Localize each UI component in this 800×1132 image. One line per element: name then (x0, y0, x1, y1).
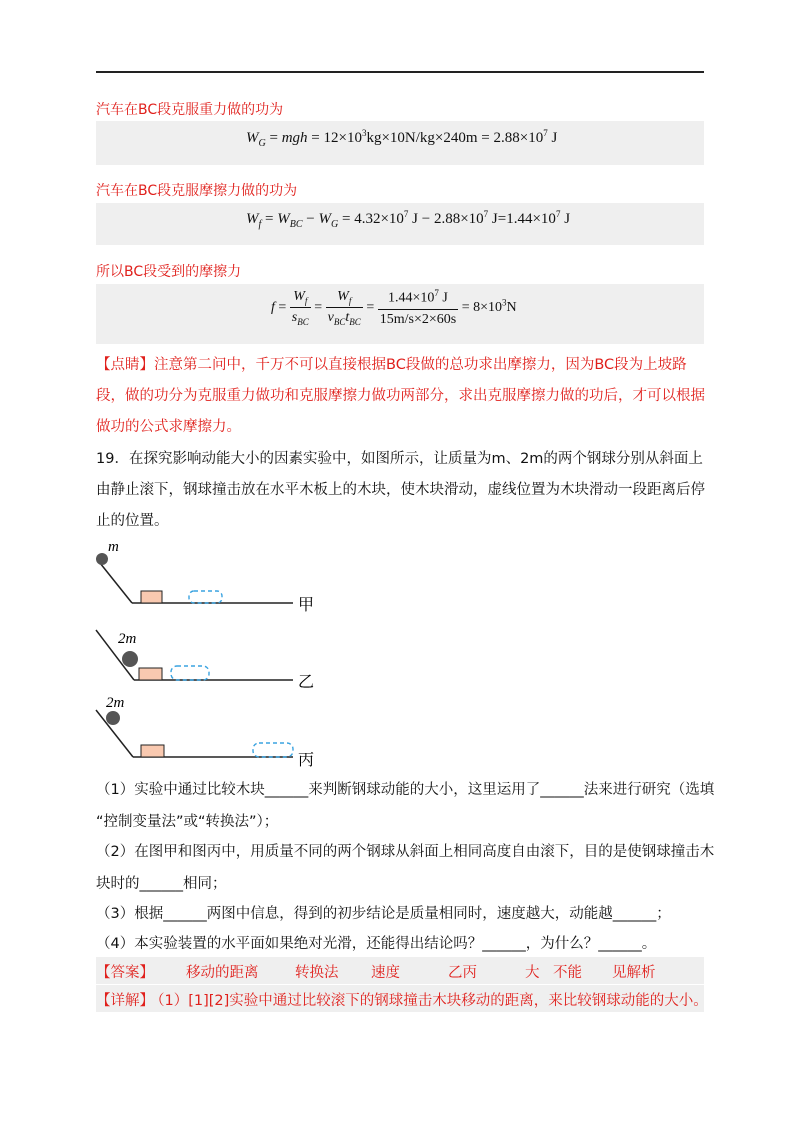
wooden-block (139, 668, 162, 680)
equation-gravity-work: $W_G$ = mgh = $12\times 10^3kg\times 10N/kg\times 240m = 2.88\times 10^7$ J (246, 128, 558, 149)
equation-box-friction-force (96, 284, 704, 344)
answer-row (96, 957, 704, 984)
answer-item: 转换法 (295, 965, 339, 981)
diagram-bing (96, 695, 314, 769)
detail-label: 【详解】 (96, 993, 154, 1009)
caption-friction-work: 汽车在BC段克服摩擦力做的功为 (96, 183, 298, 199)
dashed-block-stop (253, 743, 293, 757)
answer-item: 见解析 (612, 965, 656, 981)
diagram-jia (96, 539, 314, 614)
steel-ball-m (96, 553, 108, 565)
figure-label-jia: 甲 (298, 595, 315, 614)
header-rule (96, 71, 704, 73)
equation-box-friction-work (96, 203, 704, 245)
diagram-yi (96, 630, 314, 691)
mass-label-yi: 2m (118, 631, 137, 647)
detail-text: （1）[1][2]实验中通过比较滚下的钢球撞击木块移动的距离，来比较钢球动能的大小。 (150, 993, 708, 1009)
figure-label-bing: 丙 (298, 750, 315, 769)
equation-friction-work: $W_f = W_{BC} - W_G = 4.32\times 10^7$ $J - 2.88\times 10^7$ $J=1.44\times 10^7$ J (246, 209, 571, 230)
answer-item: 速度 (371, 965, 400, 981)
caption-gravity-work: 汽车在BC段克服重力做的功为 (96, 102, 284, 118)
caption-friction-force: 所以BC段受到的摩擦力 (96, 264, 242, 280)
steel-ball-2m (122, 651, 138, 667)
sub-question-2-line1: （2）在图甲和图丙中，用质量不同的两个钢球从斜面上相同高度自由滚下，目的是使钢球撞击木 (96, 844, 715, 860)
answer-item: 大 (525, 965, 540, 981)
sub-question-3: （3）根据______两图中信息，得到的初步结论是质量相同时，速度越大，动能越______； (96, 906, 671, 922)
sub-question-4: （4）本实验装置的水平面如果绝对光滑，还能得出结论吗？______，为什么？______。 (96, 936, 657, 952)
answer-item: 不能 (553, 965, 582, 981)
dashed-block-stop (189, 591, 222, 603)
wooden-block (141, 745, 164, 757)
answer-item: 乙丙 (448, 965, 477, 981)
mass-label-jia: m (108, 539, 119, 555)
dashed-block-stop (171, 666, 209, 680)
wooden-block (141, 591, 162, 603)
figure-label-yi: 乙 (298, 672, 315, 691)
steel-ball-2m (106, 711, 120, 725)
comment-paragraph: 【点睛】注意第二问中，千万不可以直接根据BC段做的总功求出摩擦力，因为BC段为上坡路段，做的功分为克服重力做功和克服摩擦力做功两部分，求出克服摩擦力做的功后，才可以根据做功的公式求摩擦力。 (96, 357, 705, 435)
equation-friction-force: f = $\frac{W_f}{s_{BC}}$ = $\frac{W_f}{v_{BC}t_{BC}}$ = $\frac{1.44\times 10^7 J}{15m/s\times 2\times 60s}$ = $8\times 10^3N$ (271, 288, 517, 328)
experiment-figure (88, 535, 338, 770)
answer-item: 移动的距离 (186, 965, 259, 981)
answer-label: 【答案】 (96, 965, 154, 981)
sub-question-1-line1: （1）实验中通过比较木块______来判断钢球动能的大小，这里运用了______法来进行研究（选填 (96, 782, 715, 798)
mass-label-bing: 2m (106, 695, 125, 711)
question-19-stem: 19．在探究影响动能大小的因素实验中，如图所示，让质量为m、2m的两个钢球分别从斜面上由静止滚下，钢球撞击放在水平木板上的木块，使木块滑动，虚线位置为木块滑动一段距离后停止的位置。 (96, 451, 705, 529)
sub-question-1-line2: “控制变量法”或“转换法”）； (96, 814, 279, 830)
sub-question-2-line2: 块时的______相同； (96, 876, 227, 892)
equation-box-gravity (96, 121, 704, 165)
detail-row (96, 985, 708, 1012)
